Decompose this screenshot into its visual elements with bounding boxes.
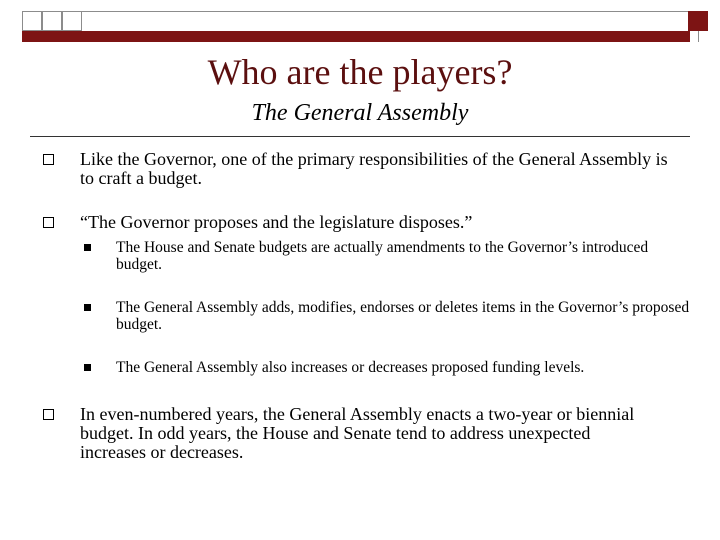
checkbox-bullet-icon [43,409,54,420]
sub-bullet-text: The General Assembly adds, modifies, endorses or deletes items in the Governor’s proposed budget. [116,299,690,333]
sub-bullet-text: The General Assembly also increases or decreases proposed funding levels. [116,359,585,376]
square-sub-bullet-icon [84,364,91,371]
header-square-3 [62,11,82,31]
square-sub-bullet-icon [84,244,91,251]
slide-title: Who are the players? [207,52,513,92]
bullet-text: In even-numbered years, the General Assembly enacts a two-year or biennial budget. In odd years, the House and Senate tend to address unexpected increases or decreases. [80,404,635,462]
header-square-accent [688,11,708,31]
header-accent-bar [22,31,690,42]
checkbox-bullet-icon [43,154,54,165]
header-square-1 [22,11,42,31]
sub-bullet-text: The House and Senate budgets are actually amendments to the Governor’s introduced budget. [116,239,649,273]
square-sub-bullet-icon [84,304,91,311]
slide-subtitle: The General Assembly [251,100,469,126]
checkbox-bullet-icon [43,217,54,228]
bullet-text: Like the Governor, one of the primary responsibilities of the General Assembly is to craft a budget. [80,149,668,188]
bullet-text: “The Governor proposes and the legislature disposes.” [80,212,473,232]
header-square-2 [42,11,62,31]
title-divider [30,136,690,137]
header-frame-top-line [22,11,698,12]
